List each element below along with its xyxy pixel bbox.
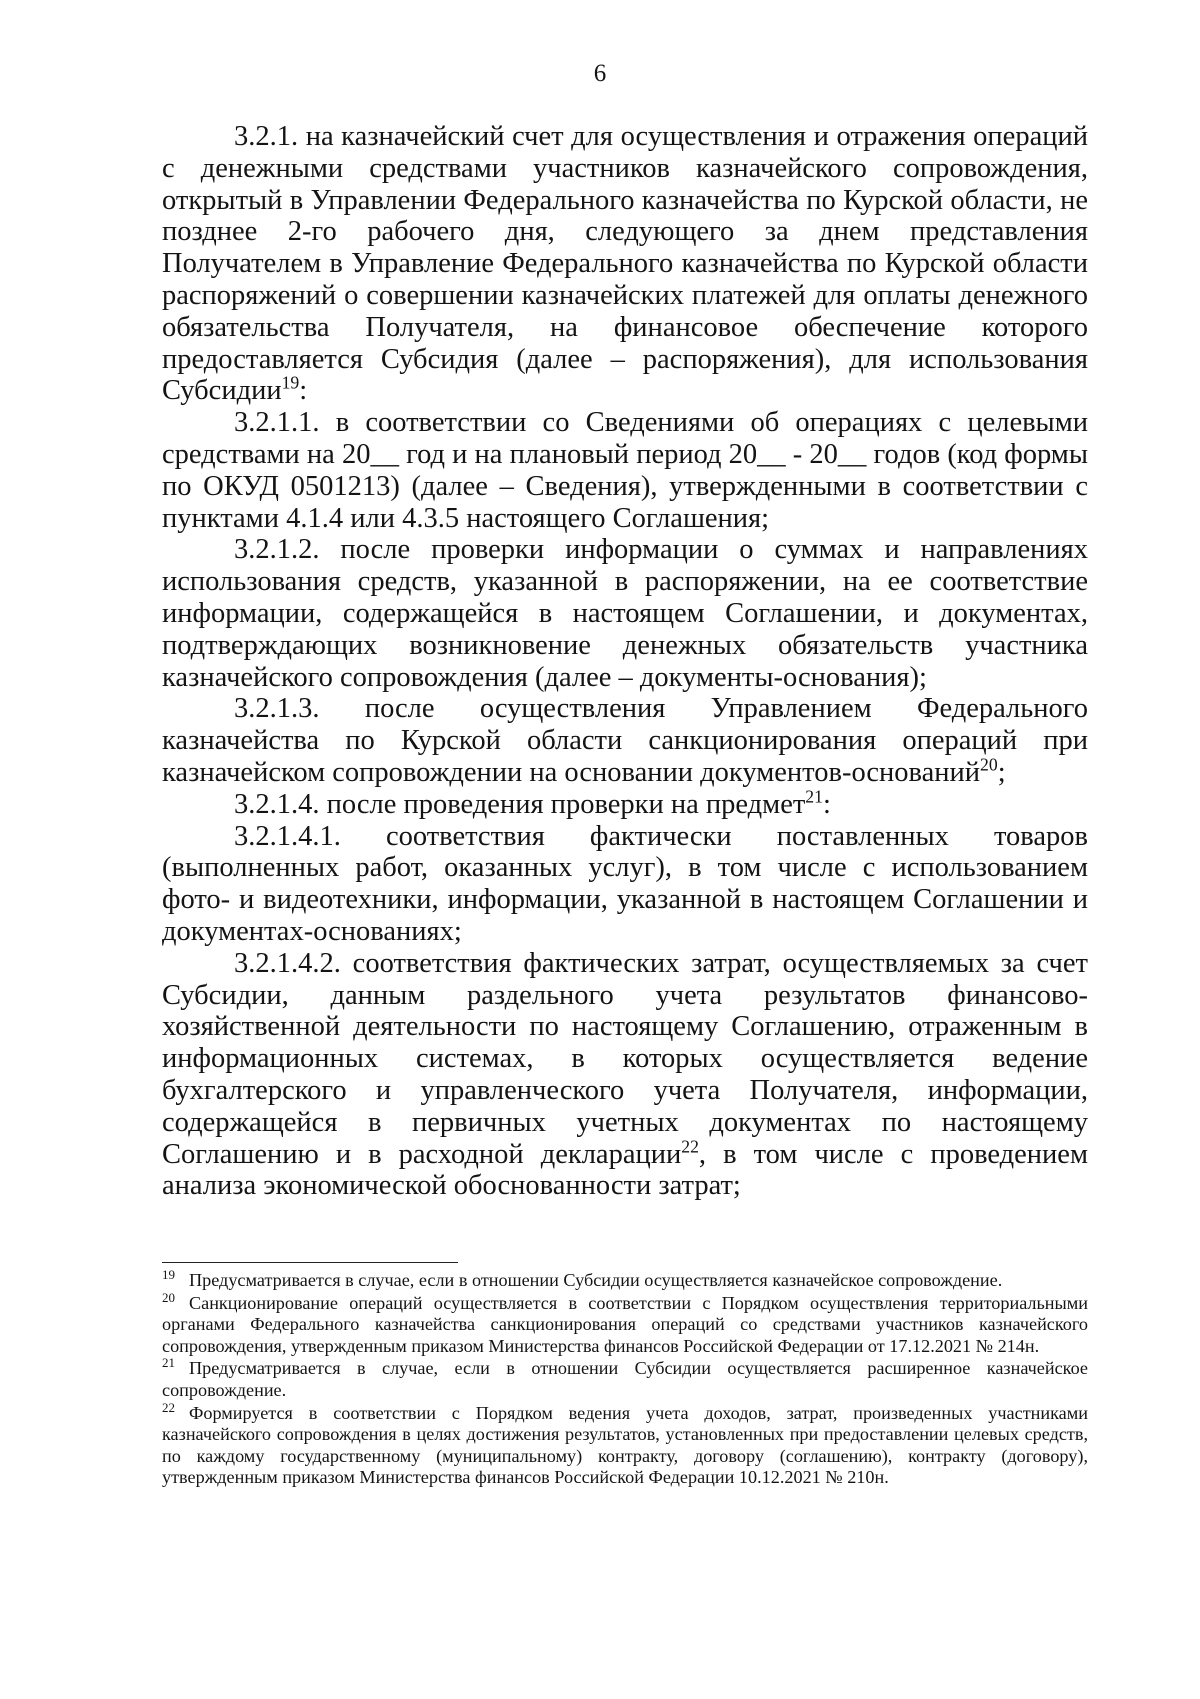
footnote-22 <box>162 1399 1088 1489</box>
paragraph-text: 3.2.1.4. после проведения проверки на предмет <box>234 788 806 820</box>
footnotes <box>162 1266 1088 1490</box>
paragraph-3-2-1-4-2 <box>162 948 1088 1202</box>
footnote-text: Предусматривается в случае, если в отношении Субсидии осуществляется казначейское сопровождение. <box>189 1270 1003 1290</box>
footnote-text: Предусматривается в случае, если в отношении Субсидии осуществляется расширенное казначейское сопровождение. <box>162 1358 1088 1400</box>
paragraph-tail: : <box>299 375 308 407</box>
footnote-21 <box>162 1355 1088 1401</box>
footnote-mark: 19 <box>162 1266 175 1282</box>
paragraph-text: 3.2.1. на казначейский счет для осуществления и отражения операций с денежными средствами участников казначейского сопровождения, открытый в Управлении Федерального казначейства по Курской области, не позднее 2-го рабочего дня, следующего за днем представления Получателем в Управление Федерального казначейства по Курской области распоряжений о совершении казначейских платежей для оплаты денежного обязательства Получателя, на финансовое обеспечение которого предоставляется Субсидия (далее – распоряжения), для использования Субсидии <box>162 121 1088 407</box>
footnote-text: Санкционирование операций осуществляется в соответствии с Порядком осуществления территориальными органами Федерального казначейства санкционирования операций со средствами участников казначейского сопровождения, утвержденным приказом Министерства финансов Российской Федерации от 17.12.2021 № 214н. <box>162 1292 1088 1356</box>
paragraph-3-2-1-1 <box>162 407 1088 534</box>
paragraph-3-2-1-3 <box>162 693 1088 788</box>
document-body <box>162 121 1088 1202</box>
footnote-ref[interactable]: 19 <box>281 372 300 393</box>
paragraph-tail: ; <box>997 756 1006 788</box>
paragraph-tail: : <box>822 788 831 820</box>
paragraph-text: 3.2.1.4.2. соответствия фактических затрат, осуществляемых за счет Субсидии, данным раздельного учета результатов финансово-хозяйственной деятельности по настоящему Соглашению, отраженным в информационных системах, в которых осуществляется ведение бухгалтерского и управленческого учета Получателя, информации, содержащейся в первичных учетных документах по настоящему Соглашению и в расходной декларации <box>162 947 1088 1170</box>
paragraph-3-2-1-4 <box>162 786 1088 821</box>
footnote-mark: 20 <box>162 1289 175 1305</box>
footnote-mark: 21 <box>162 1355 175 1371</box>
paragraph-text: 3.2.1.1. в соответствии со Сведениями об операциях с целевыми средствами на 20__ год и на плановый период 20__ - 20__ годов (код формы по ОКУД 0501213) (далее – Сведения), утвержденными в соответствии с пунктами 4.1.4 или 4.3.5 настоящего Соглашения; <box>162 407 1088 534</box>
footnote-separator <box>162 1262 458 1263</box>
paragraph-text: 3.2.1.2. после проверки информации о суммах и направлениях использования средств, указанной в распоряжении, на ее соответствие информации, содержащейся в настоящем Соглашении, и документах, подтверждающих возникновение денежных обязательств участника казначейского сопровождения (далее – документы-основания); <box>162 534 1088 693</box>
footnote-ref[interactable]: 22 <box>681 1136 699 1156</box>
paragraph-tail: , в том числе с проведением анализа экономической обоснованности затрат; <box>162 1138 1088 1202</box>
paragraph-3-2-1-2 <box>162 534 1088 693</box>
paragraph-text: 3.2.1.3. после осуществления Управлением Федерального казначейства по Курской области санкционирования операций при казначейском сопровождении на основании документов-оснований <box>162 693 1088 788</box>
footnote-ref[interactable]: 21 <box>805 786 823 807</box>
footnote-19 <box>162 1266 1088 1292</box>
footnote-text: Формируется в соответствии с Порядком ведения учета доходов, затрат, произведенных участниками казначейского сопровождения в целях достижения результатов, установленных при предоставлении целевых средств, по каждому государственному (муниципальному) контракту, договору (соглашению), контракту (договору), утвержденным приказом Министерства финансов Российской Федерации 10.12.2021 № 210н. <box>162 1402 1088 1488</box>
footnote-ref[interactable]: 20 <box>980 754 998 775</box>
page-number: 6 <box>593 60 607 87</box>
paragraph-3-2-1-4-1 <box>162 821 1088 948</box>
paragraph-text: 3.2.1.4.1. соответствия фактически поставленных товаров (выполненных работ, оказанных услуг), в том числе с использованием фото- и видеотехники, информации, указанной в настоящем Соглашении и документах-основаниях; <box>162 820 1088 947</box>
footnote-20 <box>162 1289 1088 1358</box>
paragraph-3-2-1 <box>162 121 1088 407</box>
footnote-mark: 22 <box>162 1399 175 1415</box>
